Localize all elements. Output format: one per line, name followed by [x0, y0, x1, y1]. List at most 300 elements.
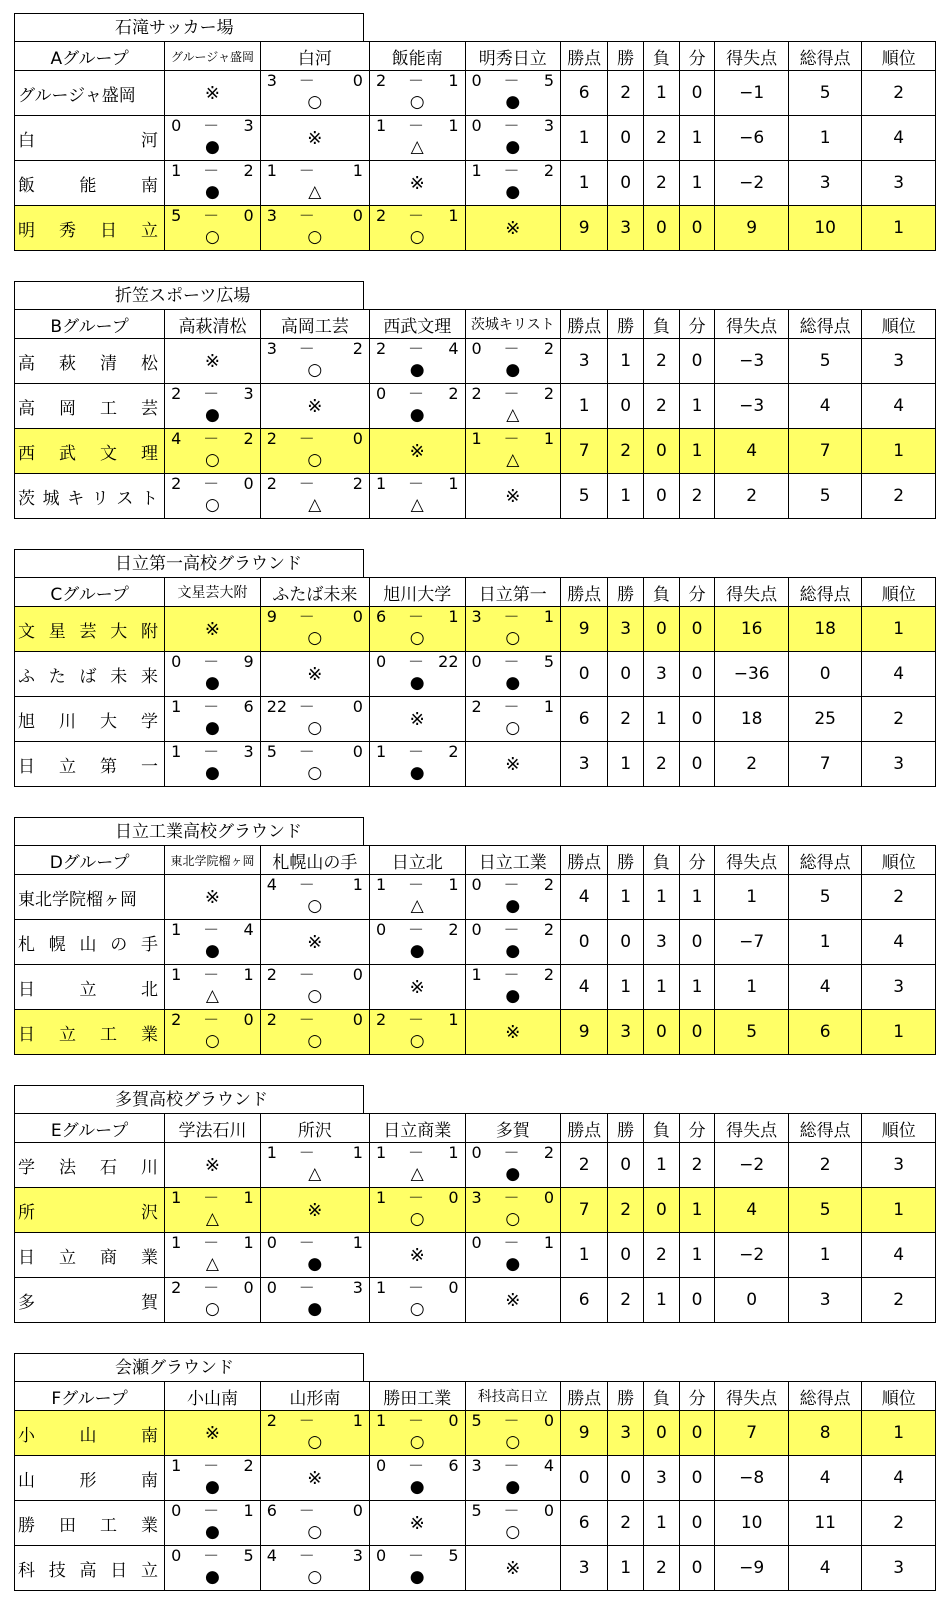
score-left: 1	[171, 1233, 182, 1252]
opponent-header: 東北学院榴ヶ岡	[165, 846, 261, 875]
team-name-char: 業	[141, 1515, 158, 1536]
header-points: 勝点	[561, 1382, 608, 1411]
stat-draw: 0	[679, 697, 715, 742]
score-left: 4	[266, 875, 277, 894]
score-right: 22	[438, 652, 459, 671]
match-cell	[369, 920, 465, 965]
team-name-char: 札	[18, 934, 35, 955]
self-match-mark: ※	[307, 395, 323, 417]
result-mark: ●	[505, 673, 521, 693]
team-name-char: 日	[18, 1247, 35, 1268]
stat-rank: 2	[862, 71, 936, 116]
result-mark: △	[506, 450, 520, 470]
score-left: 5	[471, 1411, 482, 1430]
team-name-char: 岡	[59, 398, 76, 419]
result-mark: ○	[409, 1031, 425, 1051]
score-dash: －	[298, 474, 315, 493]
match-cell	[165, 965, 261, 1010]
stat-goals-for: 3	[788, 161, 862, 206]
score-left: 0	[471, 339, 482, 358]
result-mark: ○	[505, 718, 521, 738]
header-goal-diff: 得失点	[715, 310, 789, 339]
score-left: 22	[266, 697, 288, 716]
result-mark: ○	[205, 1031, 220, 1051]
score-dash: －	[298, 71, 315, 90]
result-mark: ●	[409, 405, 425, 425]
team-name-char: 手	[141, 934, 158, 955]
header-row	[15, 310, 936, 339]
score-left: 3	[471, 607, 482, 626]
score-left: 0	[171, 116, 182, 135]
team-name-char: 城	[42, 488, 60, 509]
stat-goals-for: 7	[788, 429, 862, 474]
score-left: 0	[375, 1546, 387, 1565]
header-goals-for: 総得点	[788, 42, 862, 71]
stat-win: 1	[608, 875, 644, 920]
score-left: 3	[471, 1456, 482, 1475]
result-mark: ●	[205, 1522, 220, 1542]
stat-loss: 1	[644, 1278, 680, 1323]
stat-goal-diff: 5	[715, 1010, 789, 1055]
match-cell	[165, 607, 261, 652]
result-mark: ○	[307, 360, 323, 380]
team-name-char: 武	[59, 443, 76, 464]
self-match-mark: ※	[204, 350, 220, 372]
result-mark: ●	[409, 1567, 425, 1587]
score-left: 4	[171, 429, 182, 448]
score-right: 2	[543, 965, 555, 984]
stat-points: 3	[561, 1546, 608, 1591]
score-left: 2	[266, 1411, 277, 1430]
team-row	[15, 1143, 936, 1188]
stat-rank: 3	[862, 1546, 936, 1591]
result-mark: ●	[205, 763, 220, 783]
stat-draw: 0	[679, 1010, 715, 1055]
result-mark: ○	[307, 1567, 323, 1587]
team-name-char: 山	[18, 1470, 35, 1491]
score-right: 0	[352, 965, 363, 984]
score-right: 1	[543, 429, 555, 448]
stat-loss: 0	[644, 1411, 680, 1456]
self-match-mark: ※	[409, 708, 425, 730]
team-row	[15, 384, 936, 429]
stat-goal-diff: 16	[715, 607, 789, 652]
score-right: 0	[243, 1278, 254, 1297]
stat-goal-diff: 7	[715, 1411, 789, 1456]
match-cell	[165, 1233, 261, 1278]
opponent-header: 所沢	[260, 1114, 369, 1143]
stat-draw: 0	[679, 920, 715, 965]
group-name: Fグループ	[15, 1382, 165, 1411]
match-cell	[465, 1010, 561, 1055]
team-row	[15, 1501, 936, 1546]
score-dash: －	[298, 965, 315, 984]
stat-loss: 1	[644, 697, 680, 742]
team-name-cell	[15, 920, 165, 965]
score-right: 1	[352, 161, 363, 180]
stat-loss: 0	[644, 607, 680, 652]
score-right: 2	[448, 742, 459, 761]
self-match-mark: ※	[307, 663, 323, 685]
score-left: 0	[471, 71, 482, 90]
stat-points: 6	[561, 71, 608, 116]
stat-draw: 0	[679, 339, 715, 384]
score-dash: －	[203, 384, 220, 403]
result-mark: ○	[307, 986, 323, 1006]
team-name-char: 飯	[18, 175, 35, 196]
team-name-cell	[15, 607, 165, 652]
score-dash: －	[407, 1010, 424, 1029]
match-cell	[260, 1456, 369, 1501]
stat-draw: 0	[679, 1456, 715, 1501]
group-table	[14, 1381, 936, 1591]
stat-rank: 2	[862, 697, 936, 742]
score-dash: －	[503, 697, 520, 716]
stat-draw: 0	[679, 1411, 715, 1456]
score-right: 2	[543, 1143, 555, 1162]
group-table	[14, 41, 936, 251]
score-right: 2	[543, 339, 555, 358]
stat-goal-diff: 10	[715, 1501, 789, 1546]
team-name-char: た	[48, 666, 66, 687]
score-right: 6	[448, 1456, 459, 1475]
score-right: 0	[352, 71, 363, 90]
stat-points: 3	[561, 339, 608, 384]
match-cell	[260, 1278, 369, 1323]
score-dash: －	[298, 206, 315, 225]
group-section	[14, 13, 936, 281]
result-mark: ●	[505, 92, 521, 112]
result-mark: △	[205, 986, 219, 1006]
score-right: 0	[352, 1501, 363, 1520]
team-name-char: 山	[79, 934, 97, 955]
score-left: 1	[171, 161, 182, 180]
score-dash: －	[203, 161, 220, 180]
team-name-char: 小	[18, 1425, 35, 1446]
team-name-char: 日	[18, 756, 35, 777]
match-cell	[260, 1501, 369, 1546]
score-left: 2	[266, 429, 277, 448]
stat-points: 9	[561, 607, 608, 652]
result-mark: ○	[307, 450, 323, 470]
score-dash: －	[407, 1143, 424, 1162]
score-left: 0	[471, 1233, 482, 1252]
stat-loss: 2	[644, 1233, 680, 1278]
team-name-char: 一	[141, 756, 158, 777]
result-mark: ○	[307, 1432, 323, 1452]
header-row	[15, 42, 936, 71]
opponent-header: 茨城キリスト	[465, 310, 561, 339]
header-goal-diff: 得失点	[715, 42, 789, 71]
score-dash: －	[407, 875, 424, 894]
team-name-char: 星	[48, 621, 66, 642]
opponent-header: 明秀日立	[465, 42, 561, 71]
match-cell	[165, 1411, 261, 1456]
stat-loss: 1	[644, 965, 680, 1010]
team-row	[15, 742, 936, 787]
score-right: 0	[243, 474, 254, 493]
stat-win: 2	[608, 429, 644, 474]
team-name-char: 未	[110, 666, 128, 687]
header-goals-for: 総得点	[788, 310, 862, 339]
stat-loss: 0	[644, 1188, 680, 1233]
stat-goals-for: 5	[788, 474, 862, 519]
score-right: 3	[243, 116, 254, 135]
score-left: 3	[266, 339, 277, 358]
team-name-char: 北	[141, 979, 158, 1000]
stat-goal-diff: −7	[715, 920, 789, 965]
result-mark: ○	[505, 1432, 521, 1452]
stat-goals-for: 0	[788, 652, 862, 697]
team-name-cell	[15, 1546, 165, 1591]
team-name-char: 萩	[59, 353, 76, 374]
team-name-char: 業	[141, 1247, 158, 1268]
stat-loss: 1	[644, 71, 680, 116]
stat-points: 1	[561, 116, 608, 161]
result-mark: △	[308, 495, 322, 515]
team-name-cell	[15, 161, 165, 206]
stat-goal-diff: 1	[715, 965, 789, 1010]
standings-document	[14, 13, 936, 1621]
header-rank: 順位	[862, 578, 936, 607]
stat-points: 3	[561, 742, 608, 787]
match-cell	[369, 1278, 465, 1323]
team-name-char: 学	[141, 711, 158, 732]
self-match-mark: ※	[505, 1021, 521, 1043]
score-left: 1	[266, 161, 277, 180]
score-left: 1	[375, 875, 387, 894]
stat-draw: 1	[679, 1188, 715, 1233]
result-mark: ●	[505, 1164, 521, 1184]
stat-loss: 0	[644, 474, 680, 519]
header-goals-for: 総得点	[788, 578, 862, 607]
group-section	[14, 1085, 936, 1353]
stat-points: 5	[561, 474, 608, 519]
team-name-char: 日	[110, 1560, 128, 1581]
score-right: 1	[352, 1143, 363, 1162]
stat-rank: 4	[862, 920, 936, 965]
score-right: 0	[352, 607, 363, 626]
score-dash: －	[203, 1501, 220, 1520]
stat-goals-for: 5	[788, 339, 862, 384]
match-cell	[165, 920, 261, 965]
score-dash: －	[407, 1278, 424, 1297]
score-left: 1	[375, 1188, 387, 1207]
stat-draw: 1	[679, 161, 715, 206]
team-name-char: リ	[91, 488, 109, 509]
stat-draw: 0	[679, 1278, 715, 1323]
header-points: 勝点	[561, 42, 608, 71]
team-name-char: ふ	[18, 666, 35, 687]
team-name-char: 工	[100, 398, 117, 419]
result-mark: ○	[205, 495, 220, 515]
team-name-cell	[15, 1411, 165, 1456]
result-mark: ○	[307, 227, 323, 247]
team-name-cell	[15, 474, 165, 519]
team-row	[15, 161, 936, 206]
stat-rank: 4	[862, 384, 936, 429]
team-row	[15, 1188, 936, 1233]
score-right: 3	[543, 116, 555, 135]
stat-points: 0	[561, 652, 608, 697]
result-mark: ○	[307, 628, 323, 648]
result-mark: ●	[505, 986, 521, 1006]
result-mark: △	[205, 1254, 219, 1274]
stat-points: 1	[561, 384, 608, 429]
stat-draw: 1	[679, 965, 715, 1010]
score-left: 2	[171, 474, 182, 493]
result-mark: △	[410, 495, 424, 515]
stat-points: 6	[561, 1501, 608, 1546]
group-name: Bグループ	[15, 310, 165, 339]
result-mark: ○	[307, 92, 323, 112]
stat-win: 0	[608, 384, 644, 429]
stat-loss: 2	[644, 116, 680, 161]
team-name-char: 清	[100, 353, 117, 374]
stat-loss: 2	[644, 384, 680, 429]
result-mark: △	[506, 405, 520, 425]
stat-points: 1	[561, 1233, 608, 1278]
score-dash: －	[203, 116, 220, 135]
score-left: 5	[171, 206, 182, 225]
team-name-char: 高	[18, 353, 35, 374]
self-match-mark: ※	[204, 82, 220, 104]
stat-win: 3	[608, 1411, 644, 1456]
stat-loss: 0	[644, 206, 680, 251]
score-left: 0	[171, 1546, 182, 1565]
result-mark: ○	[205, 450, 220, 470]
stat-goal-diff: 4	[715, 1188, 789, 1233]
result-mark: △	[308, 1164, 322, 1184]
stat-loss: 0	[644, 429, 680, 474]
match-cell	[465, 742, 561, 787]
match-cell	[465, 1188, 561, 1233]
score-left: 3	[266, 71, 277, 90]
self-match-mark: ※	[409, 1244, 425, 1266]
score-right: 2	[243, 429, 254, 448]
stat-win: 3	[608, 607, 644, 652]
stat-points: 9	[561, 1411, 608, 1456]
header-loss: 負	[644, 1114, 680, 1143]
score-dash: －	[407, 71, 424, 90]
score-right: 1	[352, 875, 363, 894]
match-cell	[260, 1233, 369, 1278]
stat-loss: 3	[644, 652, 680, 697]
team-row	[15, 339, 936, 384]
match-cell	[369, 161, 465, 206]
team-name-char: キ	[67, 488, 85, 509]
opponent-header: 白河	[260, 42, 369, 71]
match-cell	[369, 1501, 465, 1546]
score-right: 0	[352, 742, 363, 761]
score-left: 2	[471, 384, 482, 403]
score-left: 0	[266, 1233, 277, 1252]
match-cell	[465, 161, 561, 206]
team-name-char: ば	[79, 666, 97, 687]
team-name-cell	[15, 1278, 165, 1323]
match-cell	[369, 1188, 465, 1233]
team-name-char: 立	[141, 1560, 158, 1581]
score-left: 1	[171, 965, 182, 984]
stat-rank: 3	[862, 161, 936, 206]
team-name-char: 勝	[18, 1515, 35, 1536]
stat-goals-for: 5	[788, 875, 862, 920]
team-name-cell	[15, 206, 165, 251]
match-cell	[369, 71, 465, 116]
stat-draw: 0	[679, 607, 715, 652]
team-name-char: 学	[18, 1157, 35, 1178]
score-left: 2	[266, 474, 277, 493]
group-table	[14, 309, 936, 519]
team-row	[15, 1546, 936, 1591]
score-dash: －	[298, 1546, 315, 1565]
score-left: 0	[375, 652, 387, 671]
score-dash: －	[203, 1546, 220, 1565]
stat-goal-diff: 4	[715, 429, 789, 474]
match-cell	[369, 384, 465, 429]
stat-loss: 2	[644, 161, 680, 206]
match-cell	[260, 429, 369, 474]
team-name-char: 日	[100, 220, 117, 241]
team-name-cell	[15, 875, 165, 920]
score-dash: －	[203, 474, 220, 493]
match-cell	[369, 1456, 465, 1501]
match-cell	[165, 474, 261, 519]
header-draw: 分	[679, 846, 715, 875]
team-name-cell	[15, 71, 165, 116]
stat-goals-for: 6	[788, 1010, 862, 1055]
team-name-char: 商	[100, 1247, 117, 1268]
team-name-char: 立	[59, 1247, 76, 1268]
match-cell	[465, 429, 561, 474]
match-cell	[465, 607, 561, 652]
stat-win: 3	[608, 1010, 644, 1055]
team-name-char: 所	[18, 1202, 35, 1223]
score-right: 3	[352, 1278, 363, 1297]
score-left: 0	[471, 875, 482, 894]
stat-loss: 0	[644, 1010, 680, 1055]
match-cell	[369, 1143, 465, 1188]
header-goal-diff: 得失点	[715, 1114, 789, 1143]
score-right: 1	[243, 1501, 254, 1520]
stat-draw: 1	[679, 1233, 715, 1278]
team-row	[15, 1456, 936, 1501]
score-dash: －	[503, 1143, 520, 1162]
match-cell	[465, 1233, 561, 1278]
team-name-cell	[15, 339, 165, 384]
stat-points: 6	[561, 697, 608, 742]
score-left: 0	[375, 384, 387, 403]
stat-loss: 2	[644, 1546, 680, 1591]
self-match-mark: ※	[307, 931, 323, 953]
score-left: 0	[171, 1501, 182, 1520]
match-cell	[369, 652, 465, 697]
result-mark: △	[205, 1209, 219, 1229]
stat-goals-for: 4	[788, 1456, 862, 1501]
score-dash: －	[407, 607, 424, 626]
score-dash: －	[503, 1188, 520, 1207]
score-right: 1	[448, 71, 459, 90]
score-right: 0	[243, 1010, 254, 1029]
score-dash: －	[407, 652, 424, 671]
result-mark: ○	[205, 227, 220, 247]
score-dash: －	[503, 607, 520, 626]
stat-win: 0	[608, 652, 644, 697]
match-cell	[260, 384, 369, 429]
score-dash: －	[298, 1143, 315, 1162]
score-right: 0	[352, 1010, 363, 1029]
group-table	[14, 845, 936, 1055]
